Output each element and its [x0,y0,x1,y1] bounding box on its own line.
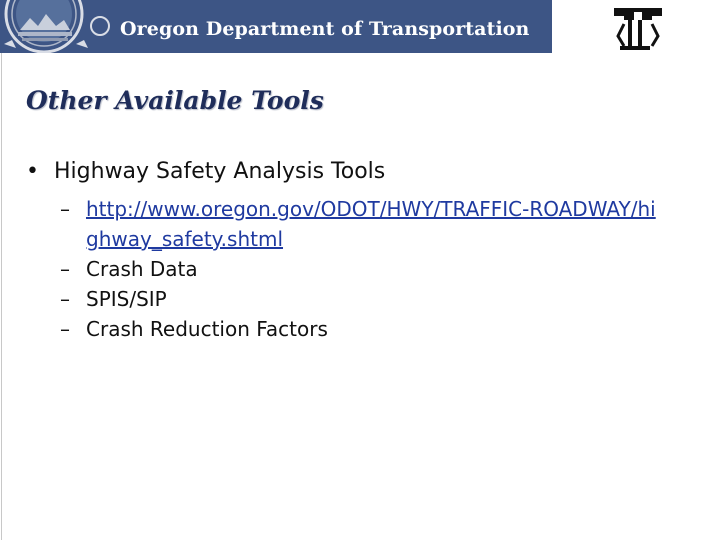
header-title: Oregon Department of Transportation [120,18,530,40]
slide-content [26,156,706,344]
subitem-list [60,194,706,344]
bullet-item [26,156,706,188]
dash-marker: – [60,287,70,311]
subitem-text: SPIS/SIP [86,287,167,311]
subitem-crash-reduction [60,314,706,344]
odot-logo-icon [612,6,664,50]
subitem-spis-sip [60,284,706,314]
dash-marker: – [60,317,70,341]
dash-marker: – [60,257,70,281]
subitem-link [60,194,706,254]
dash-marker: – [60,197,70,221]
slide-title: Other Available Tools [26,86,324,115]
bullet-marker: • [26,159,39,184]
header-banner [0,0,552,53]
subitem-text: Crash Data [86,257,198,281]
oregon-seal-icon [0,0,110,53]
left-divider [1,53,2,540]
highway-safety-link[interactable]: http://www.oregon.gov/ODOT/HWY/TRAFFIC-ROADWAY/highway_safety.shtml [86,197,656,251]
subitem-text: Crash Reduction Factors [86,317,328,341]
bullet-text: Highway Safety Analysis Tools [54,159,386,184]
subitem-crash-data [60,254,706,284]
